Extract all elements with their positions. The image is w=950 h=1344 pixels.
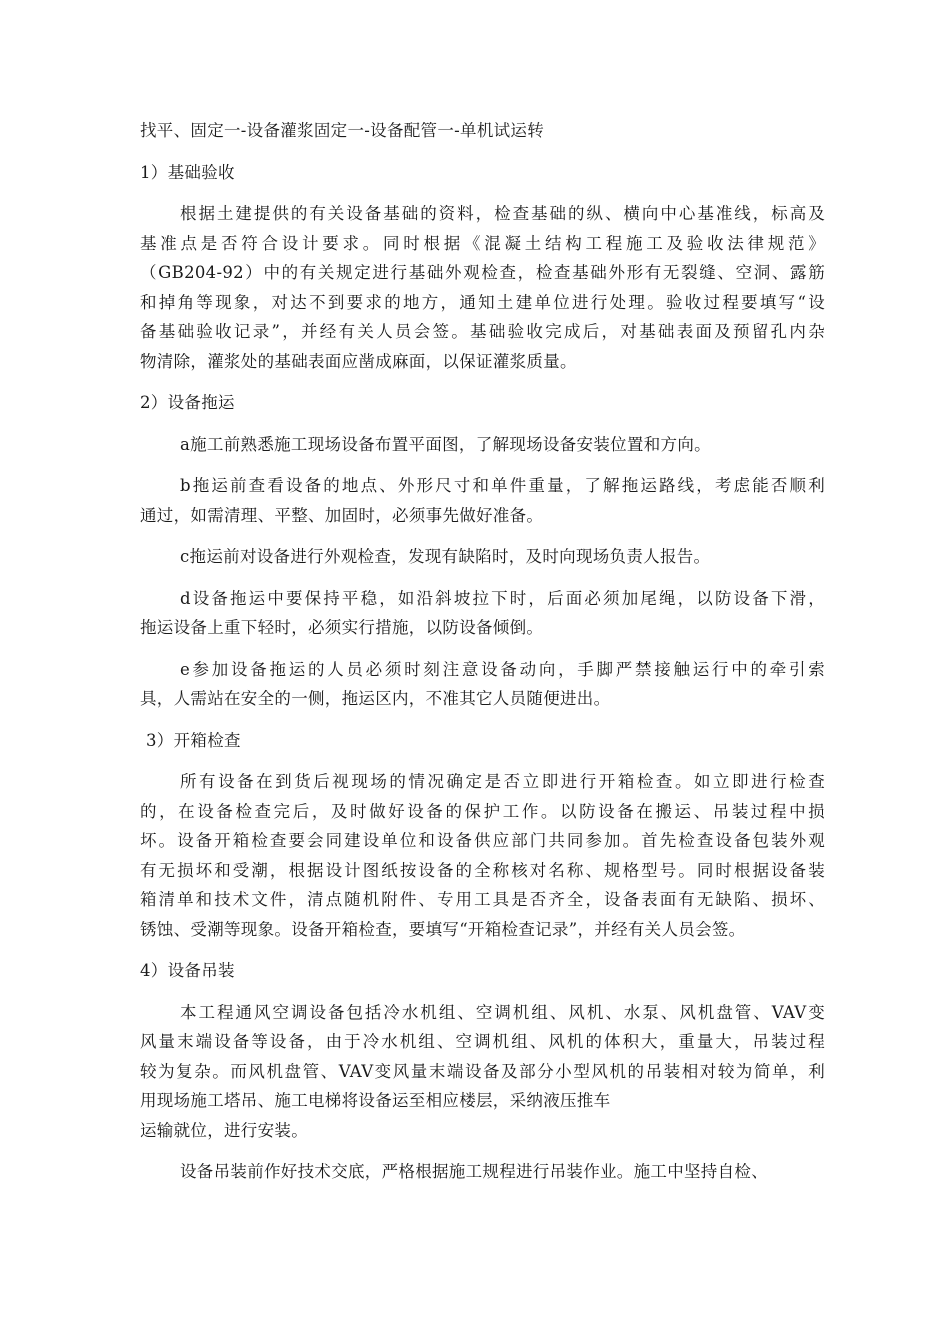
paragraph	[140, 542, 825, 572]
paragraph-line: 箱清单和技术文件，清点随机附件、专用工具是否齐全，设备表面有无缺陷、损坏、	[140, 890, 825, 909]
paragraph-line: 有无损坏和受潮，根据设计图纸按设备的全称核对名称、规格型号。同时根据设备装	[140, 860, 825, 880]
paragraph-line: 运输就位，进行安装。	[140, 1120, 308, 1140]
paragraph-line: 较为复杂。而风机盘管、VAV变风量末端设备及部分小型风机的吊装相对较为简单，利	[140, 1061, 825, 1081]
paragraph-line: 风量末端设备等设备，由于冷水机组、空调机组、风机的体积大，重量大，吊装过程	[140, 1032, 825, 1051]
section-heading: 2）设备拖运	[140, 393, 235, 412]
paragraph	[140, 430, 825, 460]
paragraph-line: 所有设备在到货后视现场的情况确定是否立即进行开箱检查。如立即进行检查	[180, 772, 825, 791]
paragraph-line: 根据土建提供的有关设备基础的资料，检查基础的纵、横向中心基准线，标高及	[180, 204, 825, 223]
paragraph-line: 设备吊装前作好技术交底，严格根据施工规程进行吊装作业。施工中坚持自检、	[180, 1162, 768, 1181]
paragraph-line: 锈蚀、受潮等现象。设备开箱检查，要填写“开箱检查记录”，并经有关人员会签。	[140, 919, 746, 939]
paragraph-line: 通过，如需清理、平整、加固时，必须事先做好准备。	[140, 505, 544, 525]
paragraph-line: 用现场施工塔吊、施工电梯将设备运至相应楼层，采纳液压推车	[140, 1091, 611, 1110]
paragraph-line: c拖运前对设备进行外观检查，发现有缺陷时，及时向现场负责人报告。	[180, 547, 711, 566]
paragraph-line: 基准点是否符合设计要求。同时根据《混凝土结构工程施工及验收法律规范》	[140, 233, 825, 253]
paragraph	[140, 199, 825, 376]
section-heading: 1）基础验收	[140, 162, 235, 182]
paragraph-line: e参加设备拖运的人员必须时刻注意设备动向，手脚严禁接触运行中的牵引索	[180, 659, 825, 679]
document-body	[140, 116, 825, 1199]
paragraph-line: b拖运前查看设备的地点、外形尺寸和单件重量，了解拖运路线，考虑能否顺利	[180, 476, 825, 495]
paragraph-line: a施工前熟悉施工现场设备布置平面图，了解现场设备安装位置和方向。	[180, 434, 711, 454]
paragraph-line: 和掉角等现象，对达不到要求的地方，通知土建单位进行处理。验收过程要填写“设	[140, 292, 825, 312]
paragraph	[140, 584, 825, 643]
process-flow-line: 找平、固定一-设备灌浆固定一-设备配管一-单机试运转	[140, 121, 545, 140]
paragraph-line: 物清除，灌浆处的基础表面应凿成麻面，以保证灌浆质量。	[140, 351, 577, 371]
paragraph	[140, 767, 825, 944]
paragraph-line: d设备拖运中要保持平稳，如沿斜坡拉下时，后面必须加尾绳，以防设备下滑，	[180, 588, 825, 608]
paragraph	[140, 655, 825, 714]
paragraph	[140, 998, 825, 1146]
paragraph-line: 本工程通风空调设备包括冷水机组、空调机组、风机、水泵、风机盘管、VAV变	[180, 1002, 825, 1022]
paragraph-line: （GB204-92）中的有关规定进行基础外观检查，检查基础外形有无裂缝、空洞、露筋	[140, 263, 825, 282]
paragraph-line: 坏。设备开箱检查要会同建设单位和设备供应部门共同参加。首先检查设备包装外观	[140, 831, 825, 850]
paragraph-line: 具，人需站在安全的一侧，拖运区内，不准其它人员随便进出。	[140, 689, 611, 708]
paragraph	[140, 1157, 825, 1187]
paragraph-line: 拖运设备上重下轻时，必须实行措施，以防设备倾倒。	[140, 618, 544, 637]
paragraph-line: 的，在设备检查完后，及时做好设备的保护工作。以防设备在搬运、吊装过程中损	[140, 801, 825, 821]
paragraph-line: 备基础验收记录”，并经有关人员会签。基础验收完成后，对基础表面及预留孔内杂	[140, 322, 825, 341]
section-heading: 3）开箱检查	[146, 730, 241, 750]
section-heading: 4）设备吊装	[140, 961, 235, 980]
paragraph	[140, 471, 825, 530]
